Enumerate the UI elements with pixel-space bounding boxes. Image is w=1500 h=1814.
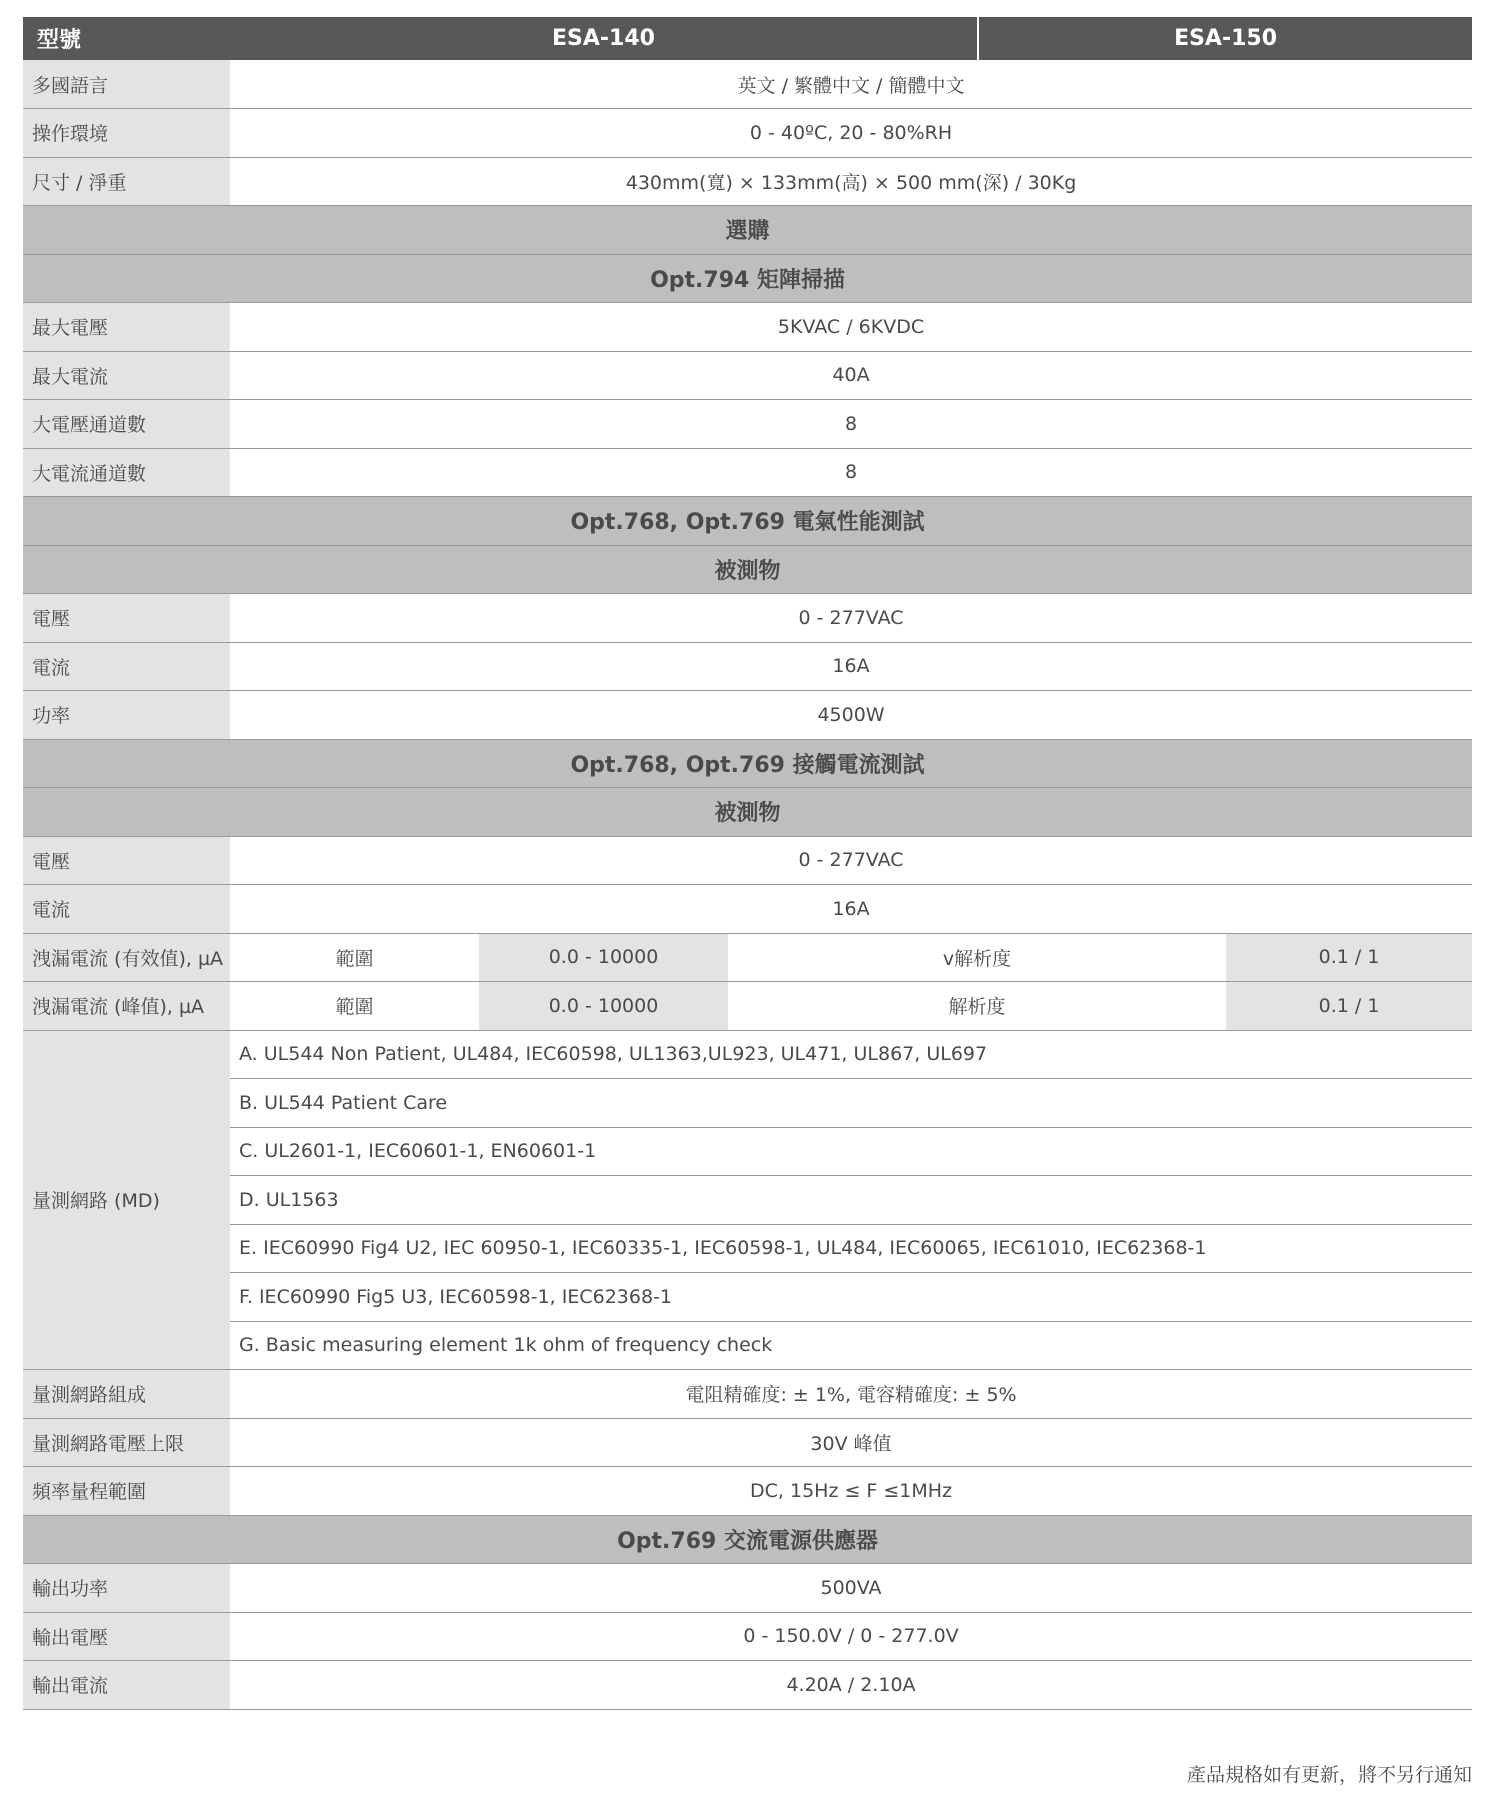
section-subtitle-dut: 被測物 [23, 545, 1472, 594]
table-row [23, 303, 1472, 352]
row-label: 輸出電流 [23, 1661, 230, 1710]
resolution-label: 解析度 [728, 982, 1226, 1031]
row-value: 4500W [230, 691, 1472, 740]
row-label: 電壓 [23, 594, 230, 643]
row-label: 輸出電壓 [23, 1612, 230, 1661]
network-item: C. UL2601-1, IEC60601-1, EN60601-1 [230, 1127, 1472, 1176]
model-label: 型號 [23, 17, 230, 60]
section-row [23, 545, 1472, 594]
row-value: 500VA [230, 1564, 1472, 1613]
table-row [23, 933, 1472, 982]
row-value: 0 - 40ºC, 20 - 80%RH [230, 109, 1472, 158]
table-row [23, 594, 1472, 643]
row-label: 最大電壓 [23, 303, 230, 352]
section-title-opt769: Opt.769 交流電源供應器 [23, 1515, 1472, 1564]
table-row [23, 1176, 1472, 1225]
table-row [23, 1467, 1472, 1516]
network-item: A. UL544 Non Patient, UL484, IEC60598, UL1363,UL923, UL471, UL867, UL697 [230, 1030, 1472, 1079]
row-value: DC, 15Hz ≤ F ≤1MHz [230, 1467, 1472, 1516]
resolution-value: 0.1 / 1 [1226, 982, 1472, 1031]
section-row [23, 254, 1472, 303]
table-row [23, 642, 1472, 691]
row-label: 最大電流 [23, 351, 230, 400]
row-label: 大電流通道數 [23, 448, 230, 497]
section-subtitle-dut: 被測物 [23, 788, 1472, 837]
row-value: 電阻精確度: ± 1%, 電容精確度: ± 5% [230, 1370, 1472, 1419]
resolution-value: 0.1 / 1 [1226, 933, 1472, 982]
table-row [23, 1612, 1472, 1661]
table-row [23, 1127, 1472, 1176]
range-value: 0.0 - 10000 [479, 933, 728, 982]
table-row [23, 691, 1472, 740]
range-label: 範圍 [230, 933, 479, 982]
row-label: 頻率量程範圍 [23, 1467, 230, 1516]
spec-table [23, 17, 1472, 1710]
resolution-label: v解析度 [728, 933, 1226, 982]
row-value: 0 - 277VAC [230, 594, 1472, 643]
section-row [23, 739, 1472, 788]
row-label: 操作環境 [23, 109, 230, 158]
row-value: 4.20A / 2.10A [230, 1661, 1472, 1710]
table-row [23, 109, 1472, 158]
row-label: 尺寸 / 淨重 [23, 157, 230, 206]
header-row [23, 17, 1472, 60]
section-row [23, 497, 1472, 546]
row-label-network: 量測網路 (MD) [23, 1030, 230, 1370]
section-row [23, 1515, 1472, 1564]
row-label: 大電壓通道數 [23, 400, 230, 449]
section-row [23, 788, 1472, 837]
network-item: E. IEC60990 Fig4 U2, IEC 60950-1, IEC60335-1, IEC60598-1, UL484, IEC60065, IEC61010, IEC62368-1 [230, 1224, 1472, 1273]
row-value: 5KVAC / 6KVDC [230, 303, 1472, 352]
footnote: 產品規格如有更新，將不另行通知 [1186, 1764, 1472, 1786]
section-row [23, 206, 1472, 255]
table-row [23, 448, 1472, 497]
table-row [23, 351, 1472, 400]
model-esa-140: ESA-140 [230, 17, 978, 60]
row-label: 電流 [23, 642, 230, 691]
table-row [23, 836, 1472, 885]
row-value: 8 [230, 400, 1472, 449]
table-row [23, 885, 1472, 934]
row-label: 量測網路組成 [23, 1370, 230, 1419]
row-value: 30V 峰值 [230, 1418, 1472, 1467]
row-value: 英文 / 繁體中文 / 簡體中文 [230, 60, 1472, 109]
network-item: B. UL544 Patient Care [230, 1079, 1472, 1128]
row-value: 16A [230, 885, 1472, 934]
table-row [23, 1564, 1472, 1613]
row-label: 電流 [23, 885, 230, 934]
table-row [23, 1321, 1472, 1370]
table-row [23, 1273, 1472, 1322]
row-label: 洩漏電流 (有效值), µA [23, 933, 230, 982]
table-row [23, 157, 1472, 206]
row-value: 8 [230, 448, 1472, 497]
table-row [23, 400, 1472, 449]
row-label: 輸出功率 [23, 1564, 230, 1613]
spec-sheet [23, 17, 1472, 1710]
table-row [23, 1079, 1472, 1128]
row-label: 洩漏電流 (峰值), µA [23, 982, 230, 1031]
table-row [23, 60, 1472, 109]
table-row [23, 1224, 1472, 1273]
section-title-options: 選購 [23, 206, 1472, 255]
row-label: 電壓 [23, 836, 230, 885]
table-row [23, 1661, 1472, 1710]
row-value: 0 - 150.0V / 0 - 277.0V [230, 1612, 1472, 1661]
network-item: F. IEC60990 Fig5 U3, IEC60598-1, IEC62368-1 [230, 1273, 1472, 1322]
row-value: 0 - 277VAC [230, 836, 1472, 885]
network-item: D. UL1563 [230, 1176, 1472, 1225]
row-label: 功率 [23, 691, 230, 740]
table-row [23, 1030, 1472, 1079]
range-label: 範圍 [230, 982, 479, 1031]
table-row [23, 982, 1472, 1031]
row-label: 多國語言 [23, 60, 230, 109]
section-title-opt794: Opt.794 矩陣掃描 [23, 254, 1472, 303]
row-label: 量測網路電壓上限 [23, 1418, 230, 1467]
row-value: 430mm(寬) × 133mm(高) × 500 mm(深) / 30Kg [230, 157, 1472, 206]
table-row [23, 1418, 1472, 1467]
section-title-electrical: Opt.768, Opt.769 電氣性能測試 [23, 497, 1472, 546]
table-row [23, 1370, 1472, 1419]
network-item: G. Basic measuring element 1k ohm of frequency check [230, 1321, 1472, 1370]
section-title-touch-current: Opt.768, Opt.769 接觸電流測試 [23, 739, 1472, 788]
row-value: 16A [230, 642, 1472, 691]
row-value: 40A [230, 351, 1472, 400]
model-esa-150: ESA-150 [978, 17, 1472, 60]
range-value: 0.0 - 10000 [479, 982, 728, 1031]
